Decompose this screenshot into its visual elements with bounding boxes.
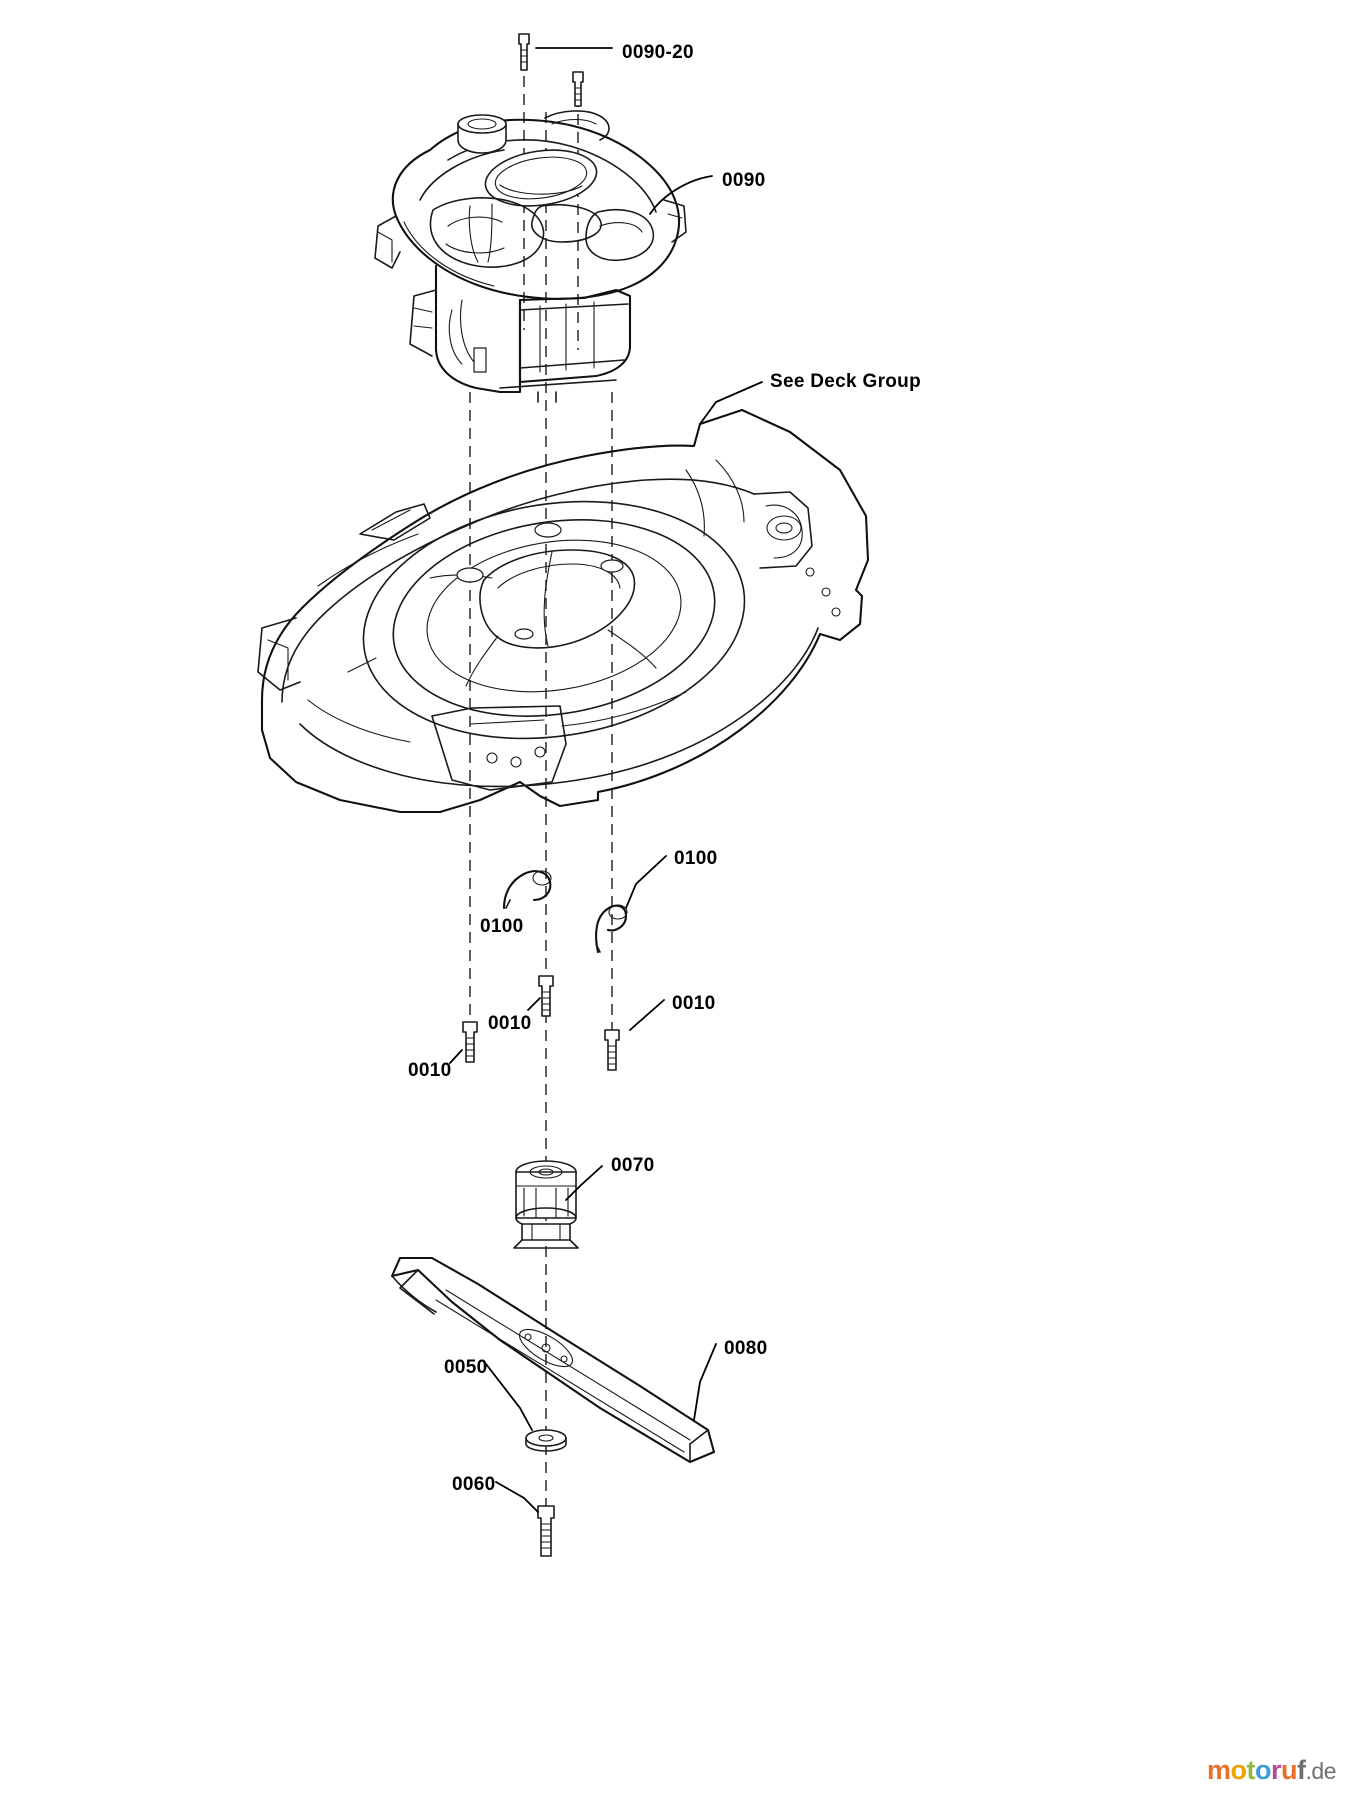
screw-left xyxy=(463,1022,477,1062)
watermark-letter-o2: o xyxy=(1255,1755,1271,1785)
callout-0070: 0070 xyxy=(611,1155,655,1176)
leader-0050 xyxy=(486,1364,532,1430)
blade-adapter xyxy=(514,1161,578,1248)
leader-0100-right xyxy=(626,856,666,908)
watermark-tld: .de xyxy=(1305,1758,1336,1784)
watermark-letter-f: f xyxy=(1297,1755,1306,1785)
blade-bolt xyxy=(538,1506,554,1556)
callout-0060: 0060 xyxy=(452,1474,496,1495)
watermark-letter-o1: o xyxy=(1230,1755,1247,1785)
engine-assembly xyxy=(375,111,686,402)
callout-0100-right: 0100 xyxy=(674,848,718,869)
callout-0100-left: 0100 xyxy=(480,916,524,937)
leader-0060 xyxy=(496,1482,538,1512)
watermark-letter-t: t xyxy=(1246,1755,1255,1785)
cotter-pin-left xyxy=(504,871,551,908)
callout-0010-right: 0010 xyxy=(672,993,716,1014)
engine-top-bolt-right xyxy=(573,72,583,106)
callout-0090: 0090 xyxy=(722,170,766,191)
callout-0010-left: 0010 xyxy=(408,1060,452,1081)
leader-0080 xyxy=(694,1344,716,1420)
leader-0010-middle xyxy=(528,998,540,1010)
leader-0010-left xyxy=(450,1050,462,1063)
watermark-letter-r: r xyxy=(1271,1755,1282,1785)
mower-deck xyxy=(258,410,868,812)
leader-see-deck-group xyxy=(700,382,762,424)
callout-0010-middle: 0010 xyxy=(488,1013,532,1034)
oil-fill-cap xyxy=(458,115,506,153)
cotter-pin-right xyxy=(596,905,627,952)
engine-top-bolt-left xyxy=(519,34,529,70)
leader-0090 xyxy=(650,176,712,214)
leader-0010-right xyxy=(630,1000,664,1030)
callout-see-deck-group: See Deck Group xyxy=(770,371,921,392)
callout-0080: 0080 xyxy=(724,1338,768,1359)
watermark-letter-u: u xyxy=(1281,1755,1298,1785)
screw-right xyxy=(605,1030,619,1070)
screw-middle xyxy=(539,976,553,1016)
callout-0050: 0050 xyxy=(444,1357,488,1378)
site-watermark xyxy=(1207,1755,1336,1786)
callout-0090-20: 0090-20 xyxy=(622,42,694,63)
watermark-letter-m: m xyxy=(1206,1755,1231,1785)
